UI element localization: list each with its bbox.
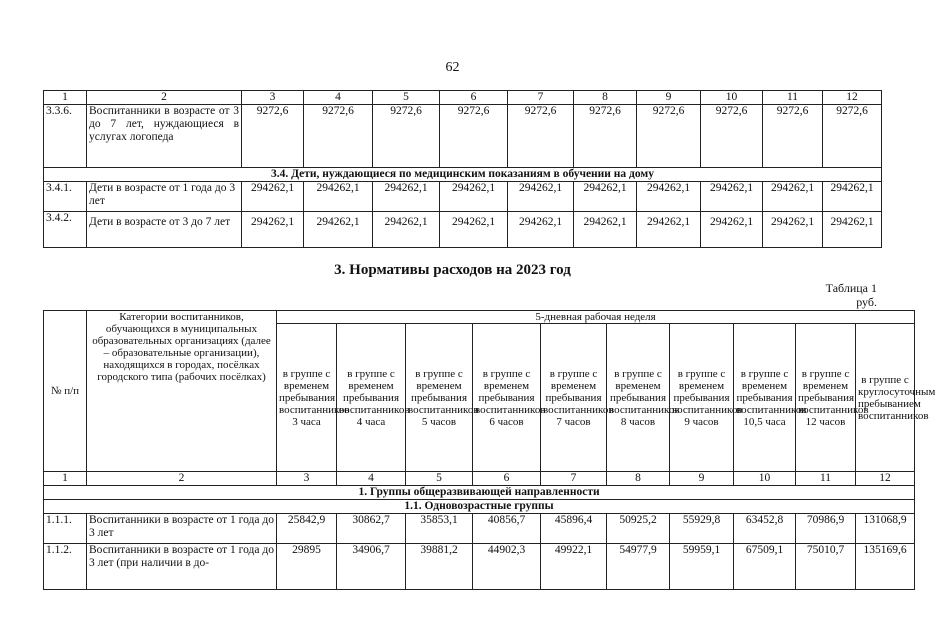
value-cell: 44902,3: [473, 544, 541, 590]
value-cell: 39881,2: [406, 544, 473, 590]
col-header-group: в группе с временем пребывания воспитанников 9 часов: [670, 324, 734, 472]
value-cell: 9272,6: [823, 105, 882, 168]
row-number: 1.1.2.: [44, 544, 87, 590]
col-header-group: в группе с временем пребывания воспитанников 8 часов: [607, 324, 670, 472]
value-cell: 9272,6: [440, 105, 508, 168]
value-cell: 55929,8: [670, 514, 734, 544]
value-cell: 294262,1: [574, 182, 637, 212]
value-cell: 63452,8: [734, 514, 796, 544]
row-label: Воспитанники в возрасте от 1 года до 3 лет (при наличии в до-: [87, 544, 277, 590]
col-number-5: 5: [406, 472, 473, 486]
value-cell: 9272,6: [701, 105, 763, 168]
table-unit: руб.: [856, 295, 877, 309]
value-cell: 9272,6: [637, 105, 701, 168]
col-number-12: 12: [856, 472, 915, 486]
row-number: 3.4.1.: [44, 182, 87, 212]
section-row: [44, 486, 915, 500]
col-header-group: в группе с временем пребывания воспитанников 3 часа: [277, 324, 337, 472]
value-cell: 294262,1: [242, 182, 304, 212]
table-row: [44, 182, 882, 212]
col-number-1: 1: [44, 472, 87, 486]
value-cell: 70986,9: [796, 514, 856, 544]
value-cell: 294262,1: [508, 182, 574, 212]
col-number-1: 1: [44, 91, 87, 105]
value-cell: 294262,1: [823, 212, 882, 248]
value-cell: 294262,1: [304, 182, 373, 212]
value-cell: 131068,9: [856, 514, 915, 544]
col-number-11: 11: [763, 91, 823, 105]
value-cell: 34906,7: [337, 544, 406, 590]
value-cell: 294262,1: [373, 182, 440, 212]
value-cell: 9272,6: [304, 105, 373, 168]
col-header-group: в группе с временем пребывания воспитанников 7 часов: [541, 324, 607, 472]
col-header-number: № п/п: [44, 311, 87, 472]
col-number-6: 6: [473, 472, 541, 486]
col-number-7: 7: [508, 91, 574, 105]
subsection-row: [44, 500, 915, 514]
value-cell: 294262,1: [637, 212, 701, 248]
value-cell: 67509,1: [734, 544, 796, 590]
value-cell: 294262,1: [823, 182, 882, 212]
col-header-group: в группе с круглосуточным пребыванием воспитанников: [856, 324, 915, 472]
row-label: Дети в возрасте от 3 до 7 лет: [87, 212, 242, 248]
week-header: 5-дневная рабочая неделя: [277, 311, 915, 324]
value-cell: 35853,1: [406, 514, 473, 544]
value-cell: 294262,1: [440, 182, 508, 212]
subsection-title: 1.1. Одновозрастные группы: [44, 500, 915, 514]
section-heading: 3. Нормативы расходов на 2023 год: [334, 262, 571, 278]
header-row: [44, 311, 915, 324]
header-number-row: [44, 472, 915, 486]
norms-table: [43, 310, 935, 590]
col-number-10: 10: [734, 472, 796, 486]
value-cell: 294262,1: [242, 212, 304, 248]
section-title: 3.4. Дети, нуждающиеся по медицинским показаниям в обучении на дому: [44, 168, 882, 182]
value-cell: 75010,7: [796, 544, 856, 590]
value-cell: 294262,1: [637, 182, 701, 212]
col-number-8: 8: [574, 91, 637, 105]
section-title: 1. Группы общеразвивающей направленности: [44, 486, 915, 500]
value-cell: 294262,1: [373, 212, 440, 248]
table-row: [44, 544, 915, 590]
row-number: 3.3.6.: [44, 105, 87, 168]
value-cell: 50925,2: [607, 514, 670, 544]
value-cell: 40856,7: [473, 514, 541, 544]
value-cell: 9272,6: [574, 105, 637, 168]
col-number-11: 11: [796, 472, 856, 486]
table-label: Таблица 1: [825, 281, 877, 295]
col-header-category: Категории воспитанников, обучающихся в муниципальных образовательных организациях (далее – образовательные организации), находящихся в городах, посёлках городского типа (рабочих посёлках): [87, 311, 277, 472]
col-header-group: в группе с временем пребывания воспитанников 5 часов: [406, 324, 473, 472]
value-cell: 9272,6: [242, 105, 304, 168]
value-cell: 294262,1: [304, 212, 373, 248]
value-cell: 54977,9: [607, 544, 670, 590]
col-number-8: 8: [607, 472, 670, 486]
section-row: [44, 168, 882, 182]
col-number-7: 7: [541, 472, 607, 486]
col-number-5: 5: [373, 91, 440, 105]
value-cell: 294262,1: [574, 212, 637, 248]
value-cell: 9272,6: [508, 105, 574, 168]
value-cell: 45896,4: [541, 514, 607, 544]
top-table: [43, 90, 882, 248]
value-cell: 9272,6: [373, 105, 440, 168]
value-cell: 59959,1: [670, 544, 734, 590]
value-cell: 294262,1: [701, 212, 763, 248]
value-cell: 294262,1: [440, 212, 508, 248]
table-row: [44, 514, 915, 544]
value-cell: 294262,1: [763, 182, 823, 212]
value-cell: 29895: [277, 544, 337, 590]
col-number-3: 3: [242, 91, 304, 105]
row-label: Дети в возрасте от 1 года до 3 лет: [87, 182, 242, 212]
row-number: 1.1.1.: [44, 514, 87, 544]
col-header-group: в группе с временем пребывания воспитанников 10,5 часа: [734, 324, 796, 472]
col-number-4: 4: [337, 472, 406, 486]
col-number-9: 9: [670, 472, 734, 486]
value-cell: 25842,9: [277, 514, 337, 544]
table-row: [44, 212, 882, 248]
row-number: 3.4.2.: [44, 212, 87, 248]
row-label: Воспитанники в возрасте от 1 года до 3 лет: [87, 514, 277, 544]
col-number-10: 10: [701, 91, 763, 105]
page-number: 62: [445, 60, 460, 75]
col-header-group: в группе с временем пребывания воспитанников 4 часа: [337, 324, 406, 472]
value-cell: 294262,1: [508, 212, 574, 248]
col-header-group: в группе с временем пребывания воспитанников 12 часов: [796, 324, 856, 472]
value-cell: 294262,1: [763, 212, 823, 248]
table-row: [44, 105, 882, 168]
col-number-12: 12: [823, 91, 882, 105]
col-number-2: 2: [87, 91, 242, 105]
value-cell: 9272,6: [763, 105, 823, 168]
top-header-row: [44, 91, 882, 105]
col-number-2: 2: [87, 472, 277, 486]
value-cell: 294262,1: [701, 182, 763, 212]
col-number-4: 4: [304, 91, 373, 105]
value-cell: 135169,6: [856, 544, 915, 590]
col-number-9: 9: [637, 91, 701, 105]
col-number-6: 6: [440, 91, 508, 105]
value-cell: 30862,7: [337, 514, 406, 544]
value-cell: 49922,1: [541, 544, 607, 590]
col-number-3: 3: [277, 472, 337, 486]
row-label: Воспитанники в возрасте от 3 до 7 лет, нуждающиеся в услугах логопеда: [87, 105, 242, 168]
col-header-group: в группе с временем пребывания воспитанников 6 часов: [473, 324, 541, 472]
